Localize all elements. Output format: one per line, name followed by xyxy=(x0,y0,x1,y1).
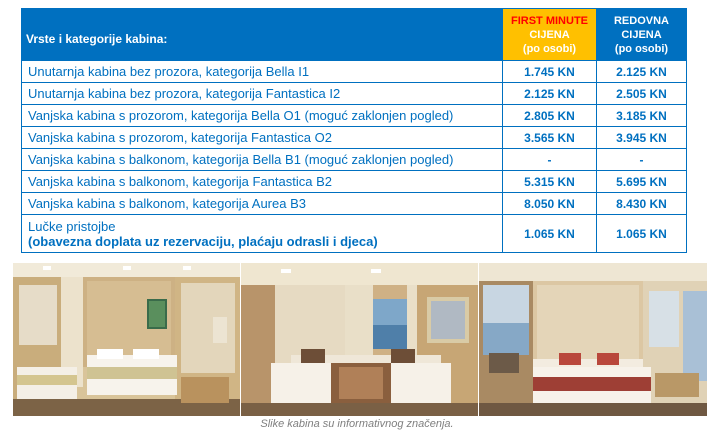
balcony-cabin-image xyxy=(479,263,707,416)
table-row xyxy=(22,171,687,193)
table-header-row xyxy=(22,9,687,61)
cabin-photo-interior xyxy=(13,263,240,416)
regular-price: - xyxy=(597,149,687,171)
photo-caption: Slike kabina su informativnog značenja. xyxy=(260,418,454,430)
table-row xyxy=(22,149,687,171)
regular-header-line1: REDOVNA xyxy=(613,14,669,27)
cabin-photo-window xyxy=(241,263,478,416)
first-minute-price: 3.565 KN xyxy=(503,127,597,149)
cabin-name: Vanjska kabina s prozorom, kategorija Fantastica O2 xyxy=(22,127,503,149)
port-fees-row xyxy=(22,215,687,253)
first-minute-price: 2.125 KN xyxy=(503,83,597,105)
port-fees-note: (obavezna doplata uz rezervaciju, plaćaju odrasli i djeca) xyxy=(28,233,378,249)
first-minute-header xyxy=(503,9,597,61)
first-minute-header-line1: FIRST MINUTE xyxy=(511,14,588,27)
port-fees-label: Lučke pristojbe xyxy=(28,218,116,234)
regular-price: 2.505 KN xyxy=(597,83,687,105)
cabin-name: Vanjska kabina s balkonom, kategorija Bella B1 (moguć zaklonjen pogled) xyxy=(22,149,503,171)
first-minute-header-line2: CIJENA xyxy=(529,28,570,41)
regular-header-line2: CIJENA xyxy=(621,28,662,41)
cabin-name: Unutarnja kabina bez prozora, kategorija Bella I1 xyxy=(22,61,503,83)
first-minute-header-line3: (po osobi) xyxy=(522,42,577,55)
cabin-name: Unutarnja kabina bez prozora, kategorija Fantastica I2 xyxy=(22,83,503,105)
interior-cabin-image xyxy=(13,263,240,416)
first-minute-price: 2.805 KN xyxy=(503,105,597,127)
table-row xyxy=(22,105,687,127)
regular-price: 8.430 KN xyxy=(597,193,687,215)
cabin-name: Vanjska kabina s prozorom, kategorija Bella O1 (moguć zaklonjen pogled) xyxy=(22,105,503,127)
table-row xyxy=(22,61,687,83)
cabin-price-table xyxy=(21,8,687,253)
regular-price: 1.065 KN xyxy=(597,215,687,253)
cabin-name: Vanjska kabina s balkonom, kategorija Fantastica B2 xyxy=(22,171,503,193)
first-minute-price: - xyxy=(503,149,597,171)
window-cabin-image xyxy=(241,263,478,416)
regular-price: 3.945 KN xyxy=(597,127,687,149)
first-minute-price: 1.745 KN xyxy=(503,61,597,83)
cabin-name: Vanjska kabina s balkonom, kategorija Aurea B3 xyxy=(22,193,503,215)
cabin-photo-balcony xyxy=(479,263,707,416)
regular-price: 2.125 KN xyxy=(597,61,687,83)
table-row xyxy=(22,127,687,149)
first-minute-price: 5.315 KN xyxy=(503,171,597,193)
regular-price-header xyxy=(597,9,687,61)
regular-price: 5.695 KN xyxy=(597,171,687,193)
first-minute-price: 1.065 KN xyxy=(503,215,597,253)
port-fees-cell xyxy=(22,215,503,253)
regular-price: 3.185 KN xyxy=(597,105,687,127)
first-minute-price: 8.050 KN xyxy=(503,193,597,215)
category-header: Vrste i kategorije kabina: xyxy=(22,9,503,61)
table-row xyxy=(22,193,687,215)
table-row xyxy=(22,83,687,105)
regular-header-line3: (po osobi) xyxy=(614,42,669,55)
